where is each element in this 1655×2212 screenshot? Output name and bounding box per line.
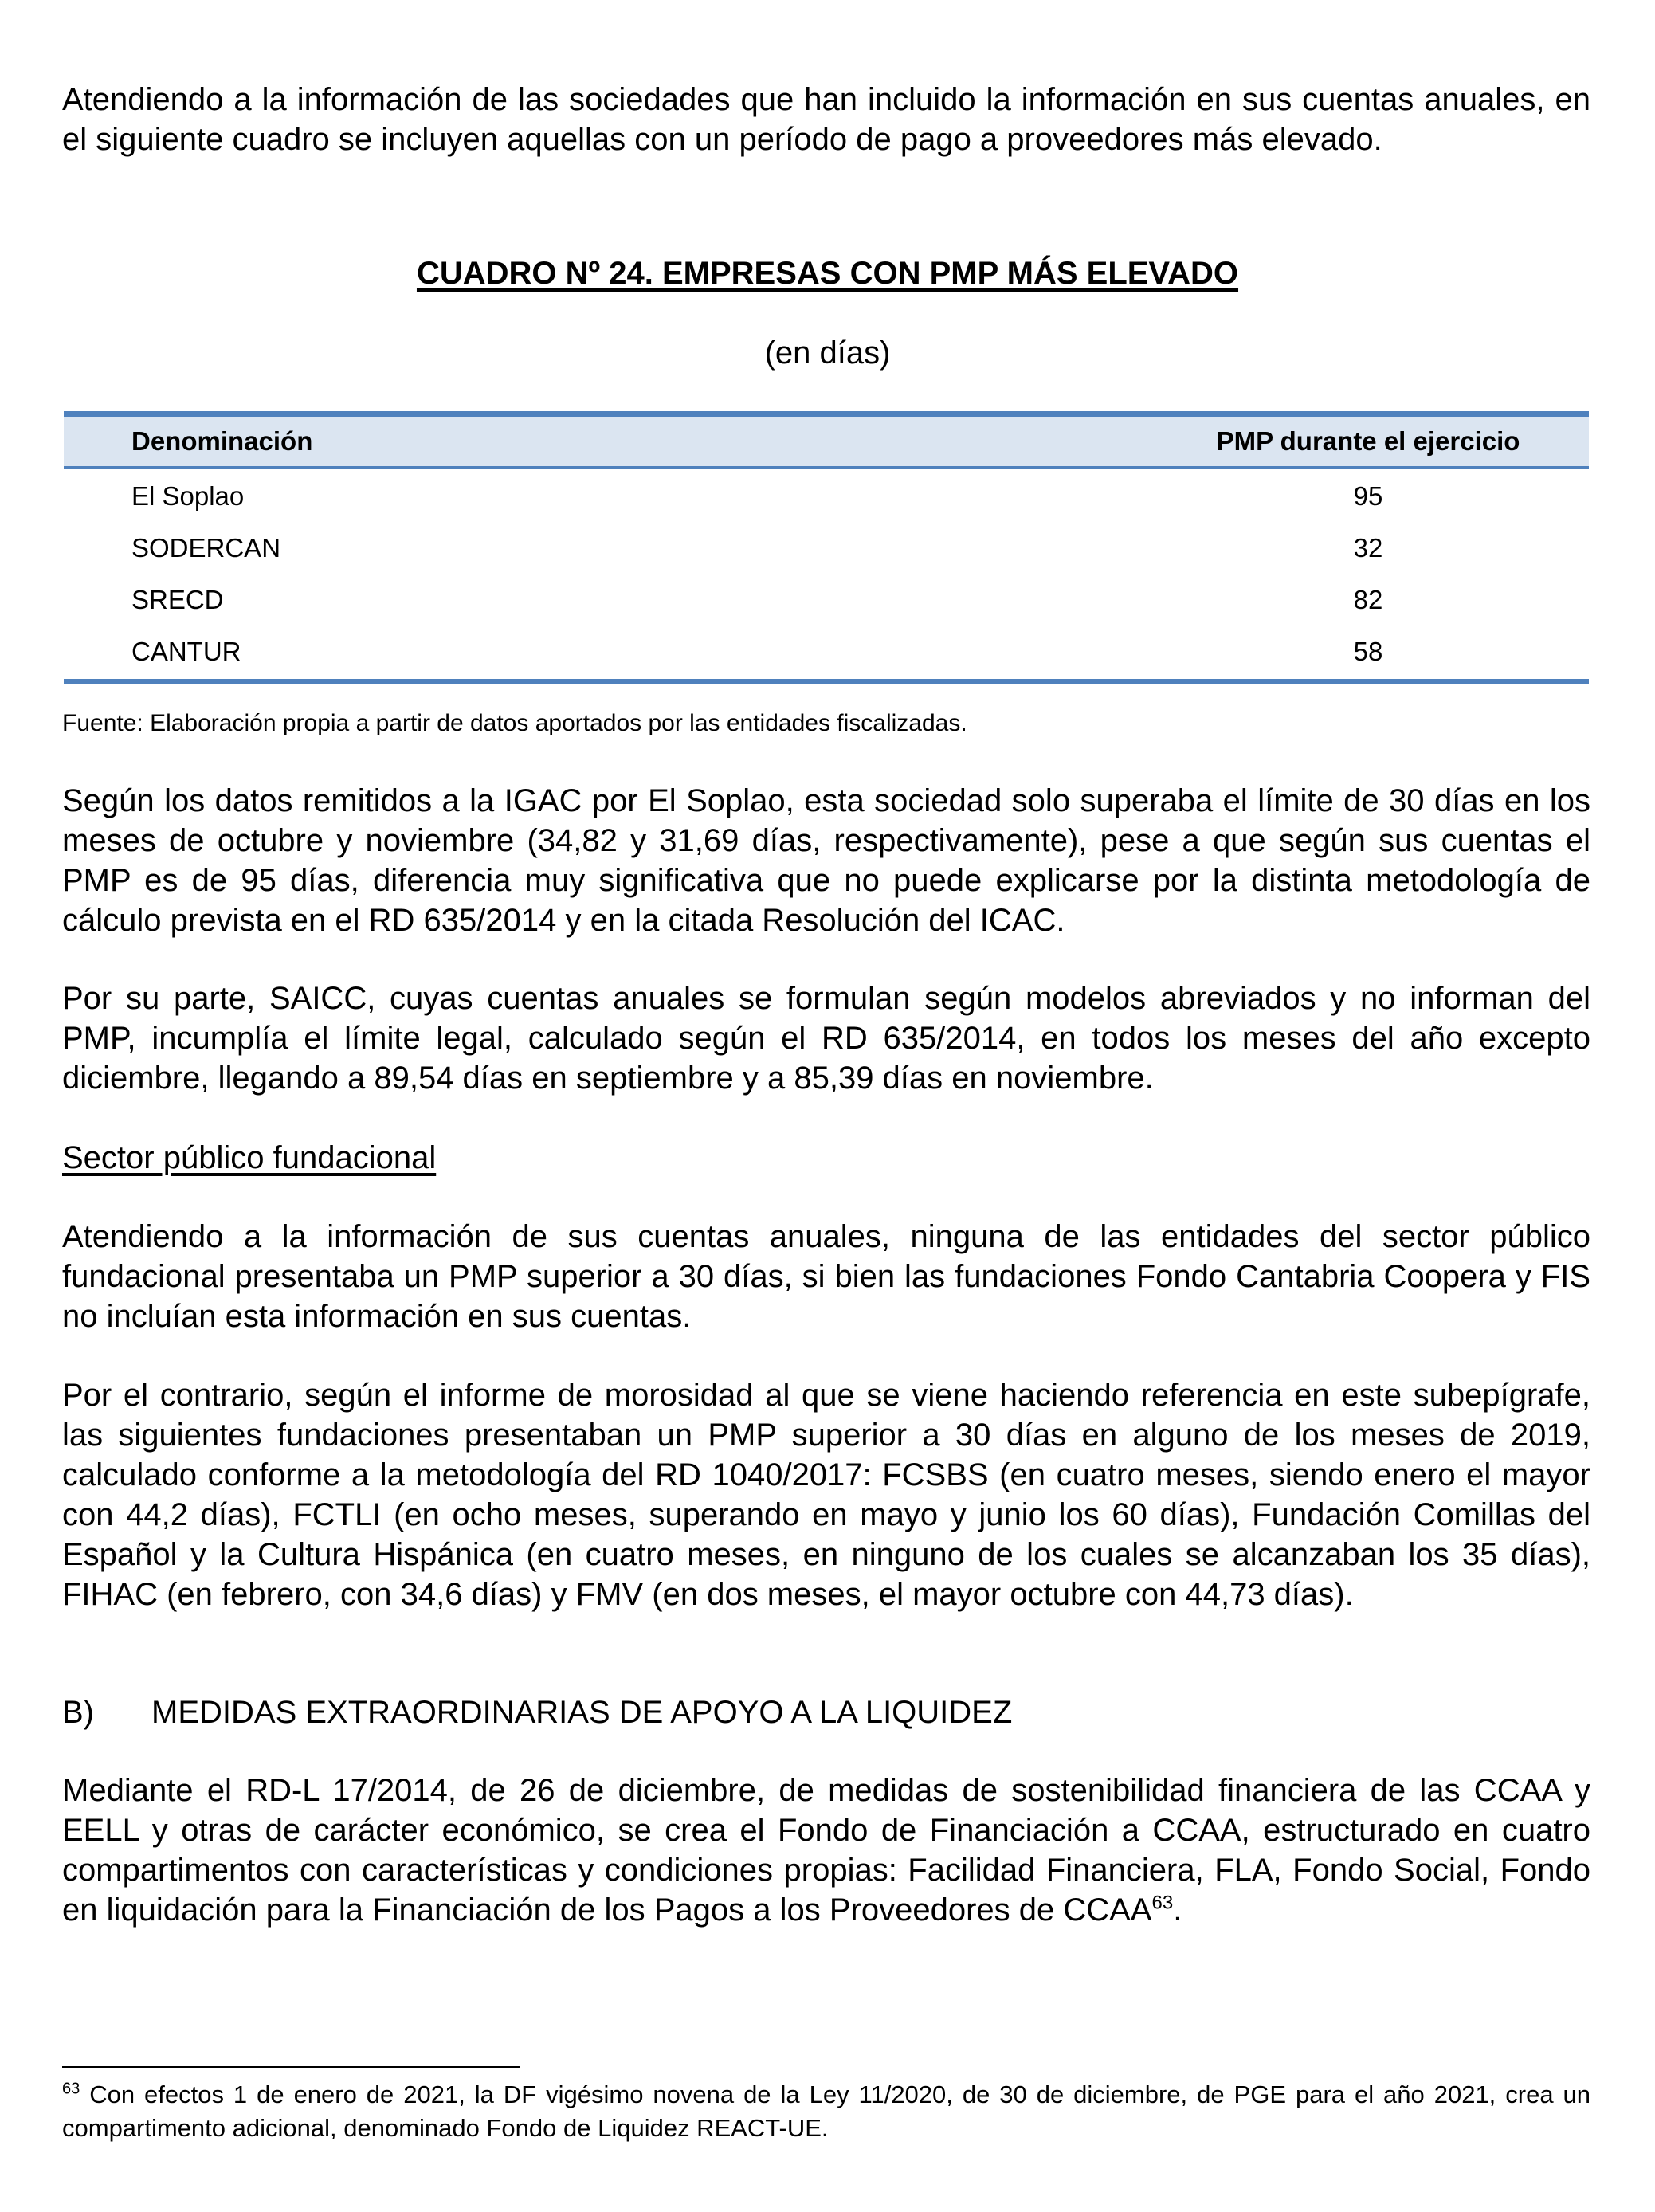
section-b-letter: B) (62, 1695, 94, 1730)
row-name: CANTUR (131, 636, 241, 666)
footnote-separator (62, 2066, 520, 2068)
table-row (64, 522, 1589, 574)
section-b-title: MEDIDAS EXTRAORDINARIAS DE APOYO A LA LIQUIDEZ (151, 1695, 1013, 1730)
footnote-text: Con efectos 1 de enero de 2021, la DF vigésimo novena de la Ley 11/2020, de 30 de diciembre, de PGE para el año 2021, crea un compartimento adicional, denominado Fondo de Liquidez REACT-UE. (62, 2081, 1590, 2142)
paragraph-soplao: Según los datos remitidos a la IGAC por El Soplao, esta sociedad solo superaba el límite de 30 días en los meses de octubre y noviembre (34,82 y 31,69 días, respectivamente), pese a que según sus cuentas el PMP es de 95 días, diferencia muy significativa que no puede explicarse por la distinta metodología de cálculo prevista en el RD 635/2014 y en la citada Resolución del ICAC. (62, 783, 1590, 938)
footnote-number: 63 (62, 2080, 80, 2098)
row-name: SRECD (131, 584, 224, 614)
table-row (64, 626, 1589, 677)
table-row (64, 574, 1589, 626)
section-b-heading (62, 1692, 1590, 1732)
row-value: 32 (1353, 532, 1383, 563)
row-value: 82 (1353, 584, 1383, 614)
paragraph-fundacional-1: Atendiendo a la información de sus cuentas anuales, ninguna de las entidades del sector público fundacional presentaba un PMP superior a 30 días, si bien las fundaciones Fondo Cantabria Coopera y FIS no incluían esta información en sus cuentas. (62, 1219, 1590, 1334)
header-denominacion: Denominación (131, 426, 313, 456)
footnote (62, 2078, 1590, 2145)
row-name: SODERCAN (131, 532, 281, 563)
row-name: El Soplao (131, 480, 245, 511)
table-bottom-rule (64, 679, 1589, 684)
header-pmp: PMP durante el ejercicio (1216, 426, 1520, 456)
row-value: 58 (1353, 636, 1383, 666)
table-top-rule (64, 411, 1589, 417)
intro-paragraph: Atendiendo a la información de las sociedades que han incluido la información en sus cuentas anuales, en el siguiente cuadro se incluyen aquellas con un período de pago a proveedores más elevado. (62, 82, 1590, 157)
table-header-row (64, 417, 1589, 469)
section-fundacional-heading: Sector público fundacional (62, 1140, 437, 1175)
paragraph-saicc: Por su parte, SAICC, cuyas cuentas anuales se formulan según modelos abreviados y no informan del PMP, incumplía el límite legal, calculado según el RD 635/2014, en todos los meses del año excepto diciembre, llegando a 89,54 días en septiembre y a 85,39 días en noviembre. (62, 981, 1590, 1096)
table-subtitle: (en días) (764, 335, 891, 371)
pmp-table (64, 411, 1589, 684)
table-row (64, 470, 1589, 522)
source-note: Fuente: Elaboración propia a partir de datos aportados por las entidades fiscalizadas. (62, 710, 967, 736)
footnote-reference[interactable]: 63 (1151, 1892, 1174, 1914)
row-value: 95 (1353, 480, 1383, 511)
table-title: CUADRO Nº 24. EMPRESAS CON PMP MÁS ELEVADO (416, 256, 1239, 291)
paragraph-rdl: Mediante el RD-L 17/2014, de 26 de diciembre, de medidas de sostenibilidad financiera de las CCAA y EELL y otras de carácter económico, se crea el Fondo de Financiación a CCAA, estructurado en cuatro compartimentos con características y condiciones propias: Facilidad Financiera, FLA, Fondo Social, Fondo en liquidación para la Financiación de los Pagos a los Proveedores de CCAA$^{63}$. (62, 1773, 1590, 1928)
paragraph-fundacional-2: Por el contrario, según el informe de morosidad al que se viene haciendo referencia en este subepígrafe, las siguientes fundaciones presentaban un PMP superior a 30 días en alguno de los meses de 2019, calculado conforme a la metodología del RD 1040/2017: FCSBS (en cuatro meses, siendo enero el mayor con 44,2 días), FCTLI (en ocho meses, superando en mayo y junio los 60 días), Fundación Comillas del Español y la Cultura Hispánica (en cuatro meses, en ninguno de los cuales se alcanzaban los 35 días), FIHAC (en febrero, con 34,6 días) y FMV (en dos meses, el mayor octubre con 44,73 días). (62, 1378, 1590, 1612)
